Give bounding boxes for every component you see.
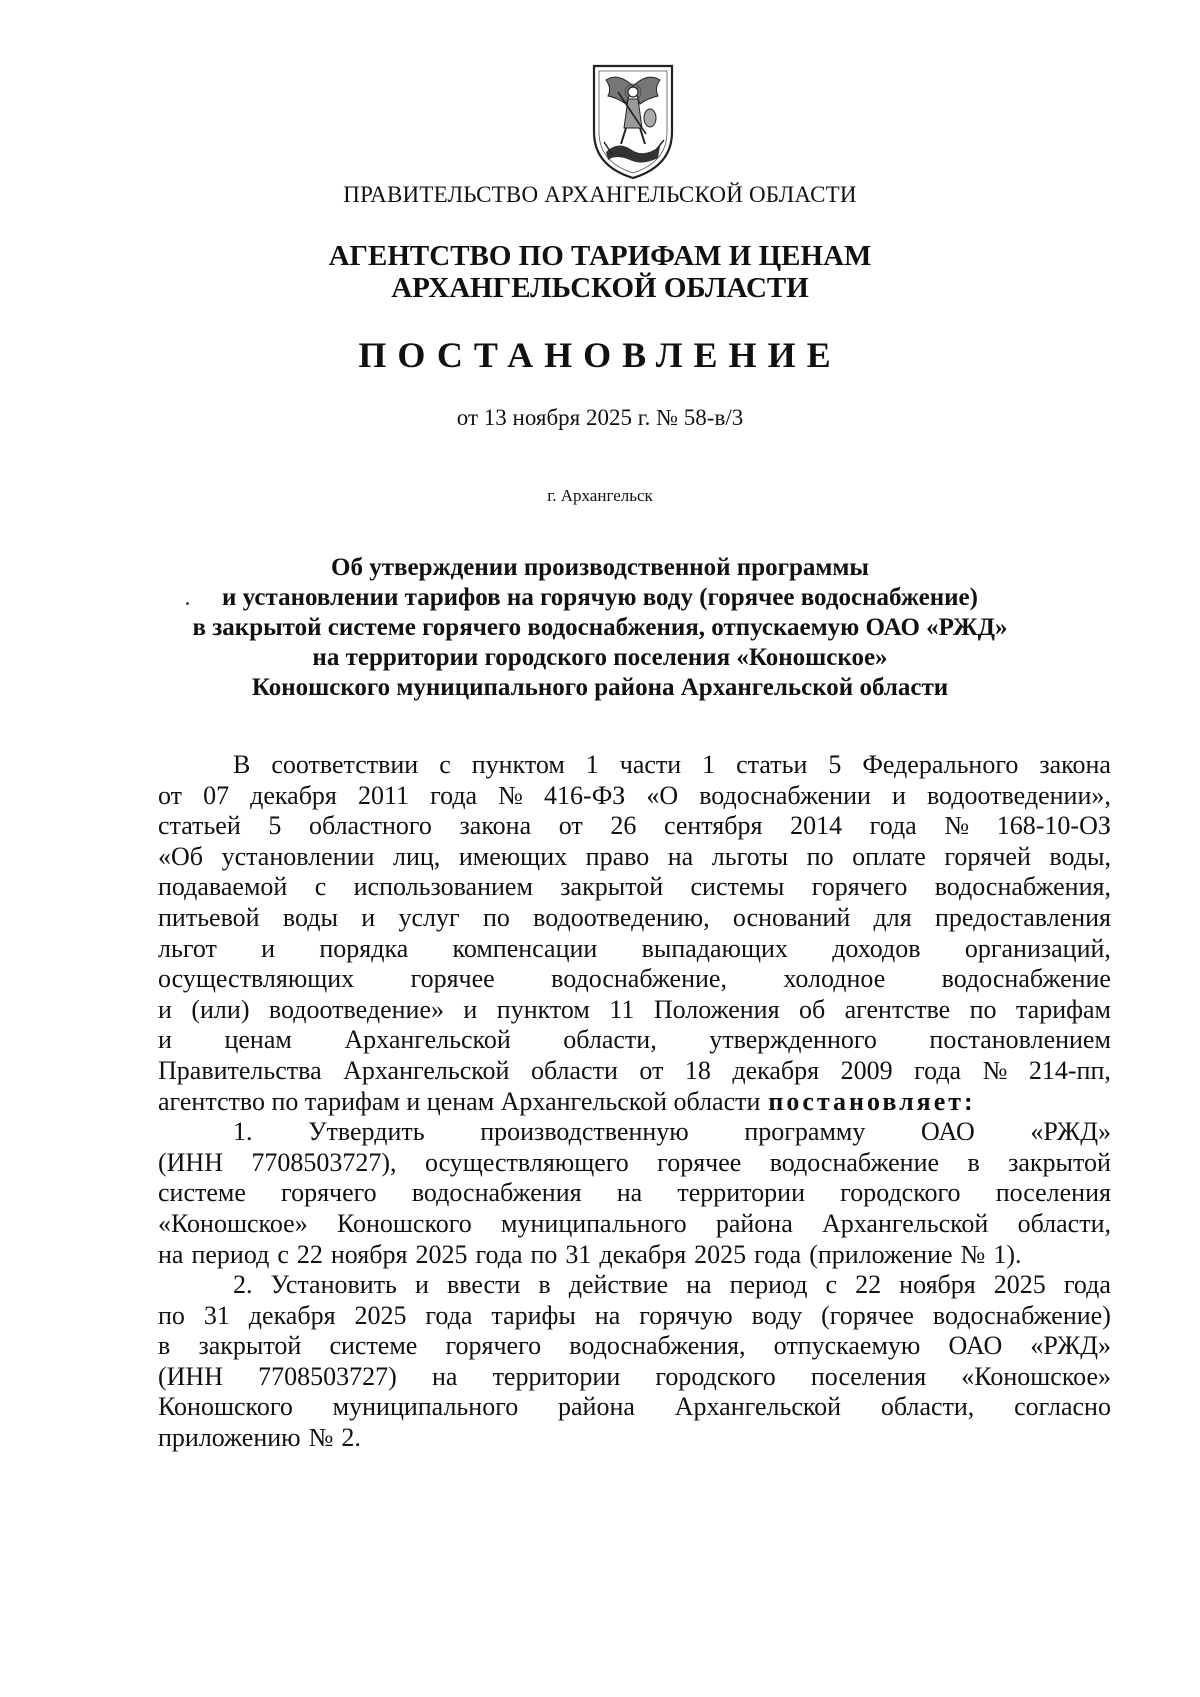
item-2-last-line bbox=[158, 1423, 1111, 1454]
preamble-line bbox=[158, 781, 1111, 812]
preamble-line bbox=[158, 842, 1111, 873]
document-type-title: ПОСТАНОВЛЕНИЕ bbox=[358, 335, 842, 375]
body-word: сентября bbox=[663, 811, 763, 841]
body-word: ценам bbox=[224, 1025, 292, 1055]
body-word: статьи bbox=[736, 750, 808, 779]
body-word: 2. bbox=[341, 1423, 361, 1453]
body-word: и bbox=[158, 994, 172, 1024]
body-word: статьей bbox=[158, 811, 241, 841]
body-word: горячей bbox=[944, 841, 1031, 871]
body-word: горячее bbox=[410, 964, 495, 994]
body-word: 7708503727), bbox=[251, 1147, 397, 1177]
body-word: отпускаемую bbox=[773, 1331, 921, 1361]
body-word: 2025 bbox=[354, 1300, 407, 1330]
body-word: поселения bbox=[810, 1361, 927, 1391]
body-word: использованием bbox=[353, 872, 533, 902]
preamble-line bbox=[158, 1025, 1111, 1056]
decree-title-line: в закрытой системе горячего водоснабжения, отпускаемую ОАО «РЖД» bbox=[192, 614, 1008, 641]
body-word: закрытой bbox=[198, 1331, 302, 1361]
preamble-line bbox=[158, 811, 1111, 842]
body-word: Правительства bbox=[158, 1055, 322, 1085]
body-word: горячую bbox=[639, 1300, 733, 1330]
body-word: водоотведению, bbox=[533, 902, 710, 932]
body-word: 2. bbox=[233, 1270, 253, 1300]
body-word: (горячее bbox=[821, 1300, 914, 1330]
decree-title-line: и установлении тарифов на горячую воду (горячее водоснабжение) bbox=[222, 584, 978, 611]
body-word: системе bbox=[329, 1331, 418, 1361]
body-word: системе bbox=[158, 1178, 246, 1208]
body-word: 31 bbox=[203, 1300, 230, 1330]
body-word: года bbox=[1063, 1270, 1111, 1300]
body-word: «РЖД» bbox=[1030, 1331, 1111, 1361]
body-word: пунктом bbox=[471, 750, 565, 779]
body-word: водоснабжение) bbox=[932, 1300, 1111, 1330]
body-word: водоснабжение bbox=[769, 1147, 940, 1177]
body-word: холодное bbox=[783, 964, 886, 994]
body-word: и bbox=[261, 933, 276, 963]
item-1-line bbox=[158, 1117, 1111, 1148]
body-word: (ИНН bbox=[158, 1361, 223, 1391]
body-word: 07 bbox=[203, 780, 230, 810]
body-word: декабря bbox=[599, 1239, 687, 1269]
body-word: 18 bbox=[684, 1055, 711, 1085]
body-word: Коношского bbox=[336, 1208, 472, 1238]
body-word: 214-пп, bbox=[1028, 1055, 1111, 1085]
body-word: 2009 bbox=[840, 1055, 893, 1085]
body-word: 168-10-ОЗ bbox=[996, 811, 1111, 841]
preamble-line bbox=[158, 995, 1111, 1026]
body-word: № bbox=[982, 1055, 1008, 1085]
preamble-line bbox=[158, 750, 1111, 781]
body-word: Архангельской bbox=[821, 1208, 989, 1238]
body-word: водоснабжении bbox=[699, 780, 871, 810]
body-word: области, bbox=[563, 1025, 657, 1055]
body-word: 2025 bbox=[694, 1239, 747, 1269]
body-word: № bbox=[944, 811, 970, 841]
body-word: «Коношское» bbox=[961, 1361, 1111, 1391]
body-word: осуществляющих bbox=[158, 964, 355, 994]
body-word: Архангельской bbox=[343, 1055, 510, 1085]
body-word: «Об bbox=[158, 841, 204, 871]
body-word: декабря bbox=[250, 780, 337, 810]
body-word: 2011 bbox=[357, 780, 409, 810]
body-word: на bbox=[594, 1300, 621, 1330]
body-word: Установить bbox=[270, 1270, 397, 1300]
body-word: в bbox=[538, 1270, 551, 1300]
body-word: в bbox=[158, 1331, 171, 1361]
body-word: 2025 bbox=[415, 1239, 468, 1269]
body-word: на bbox=[616, 1178, 643, 1208]
body-word: 22 bbox=[296, 1239, 323, 1269]
body-word: территории bbox=[677, 1178, 806, 1208]
body-word: период bbox=[191, 1239, 270, 1269]
body-word: областного bbox=[308, 811, 432, 841]
body-word: от bbox=[558, 811, 583, 841]
preamble-line bbox=[158, 903, 1111, 934]
preamble-line bbox=[158, 934, 1111, 965]
body-word: на bbox=[667, 841, 694, 871]
body-word: 2014 bbox=[790, 811, 843, 841]
body-word: района bbox=[558, 1392, 635, 1422]
body-word: и bbox=[414, 1270, 429, 1300]
body-word: программу bbox=[744, 1117, 866, 1147]
body-word: с bbox=[314, 872, 327, 902]
item-2-line bbox=[158, 1301, 1111, 1332]
body-word: водоснабжение, bbox=[551, 964, 727, 994]
body-word: постановлением bbox=[929, 1025, 1111, 1055]
body-word: согласно bbox=[1014, 1392, 1111, 1422]
body-word: производственную bbox=[480, 1117, 689, 1147]
body-word: 5 bbox=[268, 811, 282, 841]
decree-body bbox=[158, 750, 1111, 1454]
body-word: горячее bbox=[657, 1147, 742, 1177]
body-word: и bbox=[158, 1025, 172, 1055]
body-word: на bbox=[431, 1361, 458, 1391]
body-word: Коношского bbox=[158, 1392, 293, 1422]
body-word: 1). bbox=[993, 1239, 1022, 1269]
body-word: 2025 bbox=[993, 1270, 1046, 1300]
body-word: тарифам bbox=[1016, 994, 1111, 1024]
body-word: осуществляющего bbox=[424, 1147, 629, 1177]
body-word: Утвердить bbox=[308, 1117, 425, 1147]
preamble-line bbox=[158, 1056, 1111, 1087]
decree-title bbox=[0, 553, 1200, 703]
scan-dot bbox=[186, 602, 189, 605]
body-word: 1. bbox=[233, 1117, 253, 1147]
body-word: горячего bbox=[445, 1331, 542, 1361]
body-word: (или) bbox=[191, 994, 250, 1024]
body-word: городского bbox=[655, 1361, 776, 1391]
body-word: оснований bbox=[732, 902, 851, 932]
body-word: водоснабжение bbox=[941, 964, 1111, 994]
item-1-line bbox=[158, 1148, 1111, 1179]
body-word: водоотведении», bbox=[926, 780, 1111, 810]
body-word: период bbox=[729, 1270, 808, 1300]
body-word: Архангельской bbox=[344, 1025, 511, 1055]
body-word: по bbox=[482, 902, 510, 932]
body-word: 11 bbox=[609, 994, 635, 1024]
body-word: 26 bbox=[610, 811, 637, 841]
agency-name-line-2: АРХАНГЕЛЬСКОЙ ОБЛАСТИ bbox=[391, 272, 809, 304]
body-word: декабря bbox=[248, 1300, 336, 1330]
body-word: № bbox=[498, 780, 523, 810]
body-word: ввести bbox=[446, 1270, 521, 1300]
body-word: года bbox=[430, 780, 478, 810]
body-word: право bbox=[585, 841, 650, 871]
preamble-line bbox=[158, 964, 1111, 995]
body-word: воды bbox=[282, 902, 338, 932]
body-word: организаций, bbox=[964, 933, 1111, 963]
item-1-line bbox=[158, 1209, 1111, 1240]
body-word: оплате bbox=[852, 841, 926, 871]
body-word: В bbox=[233, 750, 251, 779]
body-word: муниципального bbox=[501, 1208, 687, 1238]
body-word: с bbox=[439, 750, 451, 779]
item-2-line bbox=[158, 1392, 1111, 1423]
body-word: имеющих bbox=[458, 841, 568, 871]
body-word: на bbox=[686, 1270, 712, 1300]
body-word: года bbox=[754, 1239, 802, 1269]
body-word: «РЖД» bbox=[1030, 1117, 1111, 1147]
item-2-line bbox=[158, 1270, 1111, 1301]
body-word: воды, bbox=[1049, 841, 1111, 871]
body-word: 5 bbox=[828, 750, 842, 779]
body-word: области bbox=[530, 1055, 618, 1085]
body-word: 7708503727) bbox=[258, 1361, 397, 1391]
body-word: муниципального bbox=[332, 1392, 519, 1422]
decree-title-line: на территории городского поселения «Коношское» bbox=[312, 644, 888, 671]
body-word: порядка bbox=[319, 933, 409, 963]
body-word: Федерального bbox=[862, 750, 1019, 779]
body-word: 1 bbox=[702, 750, 716, 779]
body-word: части bbox=[619, 750, 682, 779]
body-word: 1 bbox=[585, 750, 599, 779]
body-word: системы bbox=[690, 872, 785, 902]
body-word: закона bbox=[459, 811, 532, 841]
decree-title-line: Коношского муниципального района Архангельской области bbox=[251, 674, 949, 701]
body-word: льготы bbox=[711, 841, 789, 871]
body-word: года bbox=[475, 1239, 523, 1269]
body-word: года bbox=[914, 1055, 962, 1085]
body-word: 416-ФЗ bbox=[544, 780, 626, 810]
body-word: по bbox=[530, 1239, 558, 1269]
body-word: декабря bbox=[732, 1055, 820, 1085]
item-2-line bbox=[158, 1362, 1111, 1393]
body-word: пунктом bbox=[496, 994, 590, 1024]
body-word: (ИНН bbox=[158, 1147, 223, 1177]
body-word: ОАО bbox=[948, 1331, 1003, 1361]
body-word: года bbox=[869, 811, 917, 841]
body-word: и bbox=[361, 902, 376, 932]
body-word: водоснабжения, bbox=[569, 1331, 746, 1361]
body-word: ноября bbox=[330, 1239, 408, 1269]
body-word: об bbox=[798, 994, 826, 1024]
body-word: области, bbox=[880, 1392, 975, 1422]
body-word: Архангельской bbox=[674, 1392, 842, 1422]
preamble-last-text: агентство по тарифам и ценам Архангельской области bbox=[158, 1086, 761, 1116]
body-word: закона bbox=[1039, 750, 1111, 779]
body-word: закрытой bbox=[1008, 1147, 1111, 1177]
body-word: соответствии bbox=[271, 750, 419, 779]
body-word: приложению bbox=[158, 1423, 301, 1453]
body-word: 31 bbox=[565, 1239, 592, 1269]
body-word: по bbox=[806, 841, 834, 871]
item-1-last-line bbox=[158, 1240, 1111, 1271]
body-word: услуг bbox=[398, 902, 460, 932]
body-word: льгот bbox=[158, 933, 217, 963]
decree-city: г. Архангельск bbox=[547, 486, 653, 505]
agency-name bbox=[0, 240, 1200, 304]
body-word: для bbox=[873, 902, 912, 932]
body-word: ОАО bbox=[921, 1117, 975, 1147]
body-word: тарифы bbox=[491, 1300, 576, 1330]
body-word: на bbox=[158, 1239, 184, 1269]
decree-date-number: от 13 ноября 2025 г. № 58-в/3 bbox=[456, 405, 744, 430]
body-word: лиц, bbox=[392, 841, 441, 871]
body-word: по bbox=[158, 1300, 185, 1330]
body-word: водоснабжения bbox=[411, 1178, 582, 1208]
body-word: (приложение bbox=[809, 1239, 953, 1269]
body-word: с bbox=[825, 1270, 838, 1300]
body-word: агентстве bbox=[844, 994, 951, 1024]
body-word: водоснабжения, bbox=[934, 872, 1111, 902]
body-word: от bbox=[158, 780, 183, 810]
body-word: городского bbox=[840, 1178, 961, 1208]
body-word: 22 bbox=[855, 1270, 882, 1300]
body-word: питьевой bbox=[158, 902, 260, 932]
decree-title-line: Об утверждении производственной программы bbox=[331, 554, 869, 581]
coat-of-arms-emblem bbox=[588, 62, 678, 182]
body-word: закрытой bbox=[560, 872, 664, 902]
agency-name-line-1: АГЕНТСТВО ПО ТАРИФАМ И ЦЕНАМ bbox=[328, 240, 872, 272]
body-word: выпадающих bbox=[641, 933, 788, 963]
body-word: действие bbox=[568, 1270, 669, 1300]
body-word: установлении bbox=[221, 841, 375, 871]
body-word: № bbox=[308, 1423, 334, 1453]
preamble-last-line bbox=[158, 1087, 1111, 1118]
item-2-line bbox=[158, 1331, 1111, 1362]
government-name: ПРАВИТЕЛЬСТВО АРХАНГЕЛЬСКОЙ ОБЛАСТИ bbox=[343, 182, 857, 207]
body-word: горячего bbox=[811, 872, 908, 902]
body-word: ноября bbox=[899, 1270, 976, 1300]
body-word: по bbox=[969, 994, 997, 1024]
body-word: от bbox=[639, 1055, 664, 1085]
preamble-line bbox=[158, 872, 1111, 903]
item-1-line bbox=[158, 1178, 1111, 1209]
resolves-word: постановляет: bbox=[768, 1086, 976, 1116]
body-word: Положения bbox=[653, 994, 780, 1024]
body-word: подаваемой bbox=[158, 872, 288, 902]
body-word: области, bbox=[1017, 1208, 1111, 1238]
body-word: района bbox=[715, 1208, 793, 1238]
body-word: «О bbox=[646, 780, 679, 810]
body-word: предоставления bbox=[935, 902, 1111, 932]
body-word: № bbox=[960, 1239, 986, 1269]
body-word: в bbox=[967, 1147, 980, 1177]
body-word: территории bbox=[492, 1361, 621, 1391]
body-word: горячего bbox=[281, 1178, 377, 1208]
body-word: с bbox=[277, 1239, 289, 1269]
body-word: года bbox=[425, 1300, 473, 1330]
body-word: водоотведение» bbox=[268, 994, 444, 1024]
body-word: поселения bbox=[995, 1178, 1111, 1208]
body-word: и bbox=[463, 994, 478, 1024]
body-word: компенсации bbox=[452, 933, 598, 963]
body-word: утвержденного bbox=[709, 1025, 877, 1055]
body-word: воду bbox=[751, 1300, 803, 1330]
body-word: доходов bbox=[832, 933, 921, 963]
body-word: и bbox=[891, 780, 906, 810]
body-word: «Коношское» bbox=[158, 1208, 308, 1238]
